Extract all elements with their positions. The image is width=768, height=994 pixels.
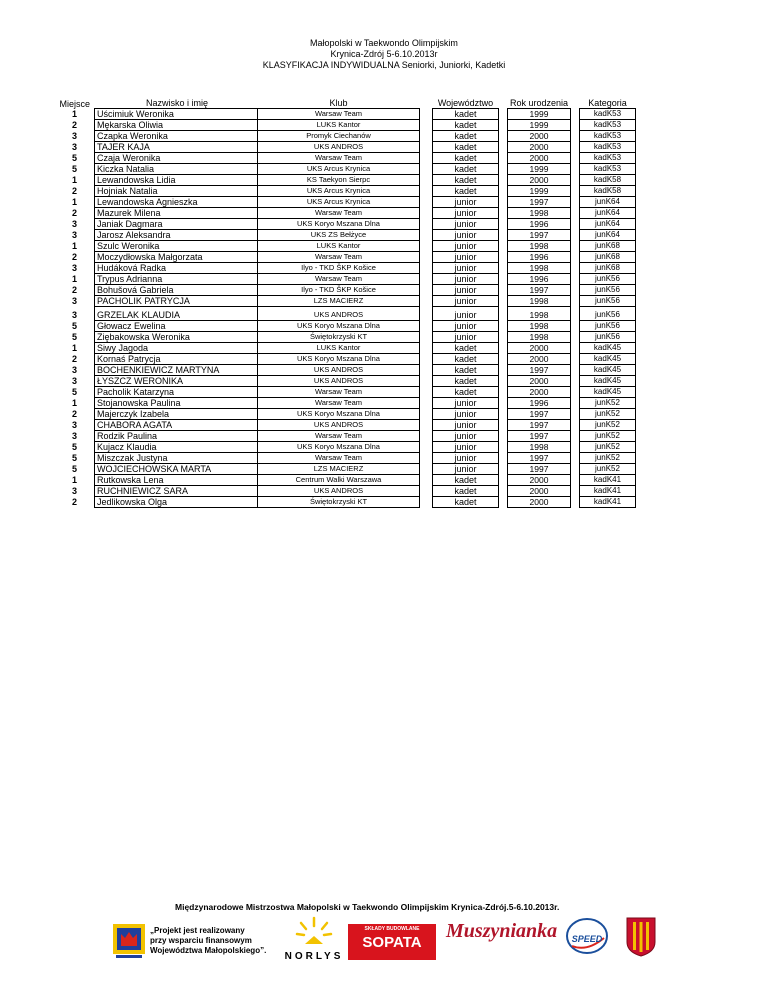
cell-place: 3 xyxy=(71,365,77,375)
cell-place: 2 xyxy=(71,285,77,295)
table-row xyxy=(55,296,636,307)
cell-name: Szulc Weronika xyxy=(95,241,258,252)
cell-woj: junior xyxy=(433,197,499,208)
cell-year: 1998 xyxy=(508,442,571,453)
cell-year: 2000 xyxy=(508,387,571,398)
cell-woj: kadet xyxy=(433,186,499,197)
cell-club: UKS ANDROS xyxy=(258,142,420,153)
cell-cat: junK52 xyxy=(580,409,636,420)
table-row xyxy=(55,197,636,208)
cell-year: 1999 xyxy=(508,186,571,197)
cell-club: Świętokrzyski KT xyxy=(258,332,420,343)
table-row xyxy=(55,208,636,219)
cell-place: 1 xyxy=(71,197,77,207)
results-table xyxy=(55,97,636,508)
cell-name: Ziębakowska Weronika xyxy=(95,332,258,343)
cell-club: UKS ANDROS xyxy=(258,420,420,431)
cell-cat: junK56 xyxy=(580,296,636,307)
cell-place: 3 xyxy=(71,219,77,229)
cell-place: 3 xyxy=(71,263,77,273)
cell-club: UKS ZS Bełżyce xyxy=(258,230,420,241)
cell-woj: kadet xyxy=(433,497,499,508)
cell-place: 1 xyxy=(71,343,77,353)
cell-year: 2000 xyxy=(508,131,571,142)
cell-place: 3 xyxy=(71,142,77,152)
header-club: Klub xyxy=(329,98,348,108)
table-row xyxy=(55,398,636,409)
norlys-star-icon xyxy=(283,914,345,950)
cell-cat: kadK53 xyxy=(580,142,636,153)
cell-place: 2 xyxy=(71,186,77,196)
cell-woj: junior xyxy=(433,296,499,307)
cell-cat: kadK45 xyxy=(580,376,636,387)
cell-cat: kadK45 xyxy=(580,343,636,354)
project-note: „Projekt jest realizowany przy wsparciu finansowym Województwa Małopolskiego”. xyxy=(150,926,267,955)
cell-name: Kujacz Klaudia xyxy=(95,442,258,453)
cell-woj: kadet xyxy=(433,354,499,365)
cell-woj: kadet xyxy=(433,153,499,164)
cell-woj: junior xyxy=(433,409,499,420)
table-row xyxy=(55,142,636,153)
cell-woj: junior xyxy=(433,263,499,274)
table-row xyxy=(55,343,636,354)
cell-woj: kadet xyxy=(433,376,499,387)
cell-woj: junior xyxy=(433,285,499,296)
cell-woj: junior xyxy=(433,230,499,241)
header-line-2: Krynica-Zdrój 5-6.10.2013r xyxy=(330,49,438,59)
cell-year: 1998 xyxy=(508,321,571,332)
cell-club: UKS ANDROS xyxy=(258,376,420,387)
cell-cat: junK56 xyxy=(580,321,636,332)
cell-name: Jarosz Aleksandra xyxy=(95,230,258,241)
cell-cat: junK68 xyxy=(580,252,636,263)
cell-club: UKS Koryo Mszana Dlna xyxy=(258,409,420,420)
cell-year: 1996 xyxy=(508,274,571,285)
table-row xyxy=(55,475,636,486)
cell-cat: kadK53 xyxy=(580,109,636,120)
table-row xyxy=(55,420,636,431)
cell-place: 2 xyxy=(71,409,77,419)
cell-club: Promyk Ciechanów xyxy=(258,131,420,142)
cell-club: Warsaw Team xyxy=(258,387,420,398)
cell-name: Moczydłowska Małgorzata xyxy=(95,252,258,263)
cell-woj: kadet xyxy=(433,109,499,120)
results-body xyxy=(55,109,636,508)
cell-cat: junK68 xyxy=(580,263,636,274)
cell-cat: junK56 xyxy=(580,307,636,321)
cell-year: 1999 xyxy=(508,164,571,175)
cell-place: 1 xyxy=(71,475,77,485)
cell-year: 2000 xyxy=(508,142,571,153)
cell-place: 5 xyxy=(71,453,77,463)
cell-cat: kadK41 xyxy=(580,475,636,486)
table-row xyxy=(55,285,636,296)
cell-name: Lewandowska Lidia xyxy=(95,175,258,186)
header-name: Nazwisko i imię xyxy=(145,98,208,108)
cell-place: 1 xyxy=(71,175,77,185)
cell-year: 1999 xyxy=(508,120,571,131)
cell-place: 3 xyxy=(71,420,77,430)
cell-woj: kadet xyxy=(433,131,499,142)
cell-place: 3 xyxy=(71,296,77,306)
document-header xyxy=(0,38,768,71)
cell-name: BOCHENKIEWICZ MARTYNA xyxy=(95,365,258,376)
cell-woj: kadet xyxy=(433,175,499,186)
cell-name: TAJER KAJA xyxy=(95,142,258,153)
cell-place: 1 xyxy=(71,274,77,284)
cell-club: Warsaw Team xyxy=(258,431,420,442)
cell-year: 2000 xyxy=(508,475,571,486)
cell-woj: kadet xyxy=(433,164,499,175)
cell-woj: kadet xyxy=(433,486,499,497)
cell-name: Hudáková Radka xyxy=(95,263,258,274)
cell-place: 5 xyxy=(71,387,77,397)
cell-year: 1999 xyxy=(508,109,571,120)
header-cat: Kategoria xyxy=(588,98,627,108)
cell-year: 1997 xyxy=(508,197,571,208)
cell-name: Pacholik Katarzyna xyxy=(95,387,258,398)
cell-year: 2000 xyxy=(508,153,571,164)
cell-club: UKS Koryo Mszana Dlna xyxy=(258,219,420,230)
cell-place: 2 xyxy=(71,354,77,364)
cell-place: 3 xyxy=(71,486,77,496)
cell-year: 1998 xyxy=(508,296,571,307)
cell-name: Majerczyk Izabela xyxy=(95,409,258,420)
cell-name: Trypus Adrianna xyxy=(95,274,258,285)
cell-cat: junK56 xyxy=(580,285,636,296)
table-row xyxy=(55,230,636,241)
cell-woj: junior xyxy=(433,442,499,453)
table-header-row xyxy=(55,97,636,109)
cell-club: LUKS Kantor xyxy=(258,343,420,354)
cell-name: RUCHNIEWICZ SARA xyxy=(95,486,258,497)
cell-name: Jedlikowska Olga xyxy=(95,497,258,508)
cell-club: Warsaw Team xyxy=(258,398,420,409)
cell-cat: kadK41 xyxy=(580,497,636,508)
cell-woj: junior xyxy=(433,398,499,409)
table-row xyxy=(55,252,636,263)
cell-place: 2 xyxy=(71,208,77,218)
cell-place: 5 xyxy=(71,153,77,163)
cell-name: Mazurek Milena xyxy=(95,208,258,219)
cell-woj: kadet xyxy=(433,387,499,398)
header-line-1: Małopolski w Taekwondo Olimpijskim xyxy=(310,38,458,48)
cell-year: 1997 xyxy=(508,365,571,376)
cell-cat: junK68 xyxy=(580,241,636,252)
cell-name: Czaja Weronika xyxy=(95,153,258,164)
table-row xyxy=(55,120,636,131)
cell-club: Warsaw Team xyxy=(258,153,420,164)
cell-cat: kadK53 xyxy=(580,153,636,164)
cell-year: 1996 xyxy=(508,219,571,230)
cell-place: 1 xyxy=(71,398,77,408)
cell-woj: junior xyxy=(433,321,499,332)
cell-woj: junior xyxy=(433,252,499,263)
table-row xyxy=(55,431,636,442)
table-row xyxy=(55,387,636,398)
cell-year: 1998 xyxy=(508,241,571,252)
cell-woj: kadet xyxy=(433,475,499,486)
coat-of-arms-icon xyxy=(625,916,657,958)
table-row xyxy=(55,175,636,186)
cell-place: 3 xyxy=(71,431,77,441)
cell-cat: kadK58 xyxy=(580,175,636,186)
cell-year: 1997 xyxy=(508,453,571,464)
cell-year: 1998 xyxy=(508,307,571,321)
cell-place: 3 xyxy=(71,230,77,240)
cell-name: Kornaś Patrycja xyxy=(95,354,258,365)
cell-name: CHABORA AGATA xyxy=(95,420,258,431)
cell-woj: junior xyxy=(433,453,499,464)
cell-place: 3 xyxy=(71,310,77,320)
table-row xyxy=(55,164,636,175)
cell-club: UKS ANDROS xyxy=(258,486,420,497)
footer-title: Międzynarodowe Mistrzostwa Małopolski w Taekwondo Olimpijskim Krynica-Zdrój.5-6.10.2013r. xyxy=(175,902,560,912)
cell-club: UKS Arcus Krynica xyxy=(258,164,420,175)
table-row xyxy=(55,376,636,387)
cell-year: 1996 xyxy=(508,398,571,409)
cell-name: Czapka Weronika xyxy=(95,131,258,142)
table-row xyxy=(55,241,636,252)
cell-year: 1997 xyxy=(508,409,571,420)
cell-cat: junK52 xyxy=(580,453,636,464)
muszynianka-logo: Muszynianka xyxy=(446,920,558,942)
table-row xyxy=(55,497,636,508)
cell-woj: kadet xyxy=(433,365,499,376)
cell-name: Kiczka Natalia xyxy=(95,164,258,175)
cell-year: 1997 xyxy=(508,230,571,241)
table-row xyxy=(55,464,636,475)
cell-club: Świętokrzyski KT xyxy=(258,497,420,508)
cell-cat: kadK53 xyxy=(580,131,636,142)
cell-cat: junK52 xyxy=(580,431,636,442)
cell-place: 3 xyxy=(71,131,77,141)
cell-name: PACHOLIK PATRYCJA xyxy=(95,296,258,307)
cell-club: UKS Arcus Krynica xyxy=(258,186,420,197)
cell-club: UKS Koryo Mszana Dlna xyxy=(258,442,420,453)
cell-year: 2000 xyxy=(508,376,571,387)
cell-club: UKS ANDROS xyxy=(258,307,420,321)
cell-cat: junK56 xyxy=(580,274,636,285)
cell-year: 1997 xyxy=(508,285,571,296)
header-year: Rok urodzenia xyxy=(509,98,569,108)
cell-year: 1996 xyxy=(508,252,571,263)
table-row xyxy=(55,354,636,365)
cell-cat: junK64 xyxy=(580,230,636,241)
cell-club: UKS Koryo Mszana Dlna xyxy=(258,321,420,332)
cell-woj: kadet xyxy=(433,343,499,354)
table-row xyxy=(55,409,636,420)
cell-name: Rutkowska Lena xyxy=(95,475,258,486)
cell-name: Bohušová Gabriela xyxy=(95,285,258,296)
table-row xyxy=(55,219,636,230)
cell-year: 2000 xyxy=(508,175,571,186)
cell-woj: kadet xyxy=(433,142,499,153)
cell-name: Uścimiuk Weronika xyxy=(95,109,258,120)
table-row xyxy=(55,274,636,285)
cell-year: 2000 xyxy=(508,343,571,354)
cell-woj: junior xyxy=(433,464,499,475)
cell-cat: kadK45 xyxy=(580,365,636,376)
cell-place: 5 xyxy=(71,442,77,452)
cell-place: 1 xyxy=(71,241,77,251)
cell-name: Stojanowska Paulina xyxy=(95,398,258,409)
cell-year: 1997 xyxy=(508,431,571,442)
cell-year: 1998 xyxy=(508,263,571,274)
cell-cat: kadK45 xyxy=(580,387,636,398)
cell-place: 1 xyxy=(71,109,77,119)
cell-woj: junior xyxy=(433,219,499,230)
cell-year: 2000 xyxy=(508,497,571,508)
cell-woj: junior xyxy=(433,332,499,343)
cell-year: 1998 xyxy=(508,332,571,343)
malopolska-logo xyxy=(112,920,146,960)
table-row xyxy=(55,307,636,321)
cell-cat: junK64 xyxy=(580,197,636,208)
cell-name: WOJCIECHOWSKA MARTA xyxy=(95,464,258,475)
header-place: Miejsce xyxy=(59,98,90,109)
cell-year: 2000 xyxy=(508,486,571,497)
cell-year: 2000 xyxy=(508,354,571,365)
table-row xyxy=(55,321,636,332)
cell-cat: junK64 xyxy=(580,219,636,230)
cell-place: 2 xyxy=(71,120,77,130)
sopata-logo: SKŁADY BUDOWLANE SOPATA xyxy=(348,924,436,960)
cell-cat: junK56 xyxy=(580,332,636,343)
cell-place: 2 xyxy=(71,252,77,262)
cell-woj: junior xyxy=(433,274,499,285)
cell-woj: kadet xyxy=(433,120,499,131)
cell-cat: junK64 xyxy=(580,208,636,219)
cell-club: Warsaw Team xyxy=(258,274,420,285)
table-row xyxy=(55,365,636,376)
table-row xyxy=(55,153,636,164)
cell-club: Warsaw Team xyxy=(258,208,420,219)
cell-club: LZS MACIERZ xyxy=(258,296,420,307)
cell-place: 5 xyxy=(71,332,77,342)
table-row xyxy=(55,263,636,274)
table-row xyxy=(55,109,636,120)
cell-cat: junK52 xyxy=(580,398,636,409)
cell-name: Janiak Dagmara xyxy=(95,219,258,230)
cell-name: Głowacz Ewelina xyxy=(95,321,258,332)
cell-club: Warsaw Team xyxy=(258,109,420,120)
cell-club: KS Taekyon Sierpc xyxy=(258,175,420,186)
cell-year: 1997 xyxy=(508,420,571,431)
cell-cat: junK52 xyxy=(580,442,636,453)
norlys-logo: NORLYS xyxy=(283,914,345,962)
cell-woj: junior xyxy=(433,431,499,442)
cell-cat: junK52 xyxy=(580,464,636,475)
cell-place: 5 xyxy=(71,164,77,174)
cell-name: Hojniak Natalia xyxy=(95,186,258,197)
cell-woj: junior xyxy=(433,307,499,321)
cell-cat: kadK58 xyxy=(580,186,636,197)
cell-cat: kadK41 xyxy=(580,486,636,497)
cell-name: GRZELAK KLAUDIA xyxy=(95,307,258,321)
cell-club: LZS MACIERZ xyxy=(258,464,420,475)
header-line-3: KLASYFIKACJA INDYWIDUALNA Seniorki, Juniorki, Kadetki xyxy=(262,60,506,70)
cell-club: Warsaw Team xyxy=(258,252,420,263)
cell-club: Ilyo - TKD ŠKP Košice xyxy=(258,285,420,296)
cell-cat: kadK53 xyxy=(580,120,636,131)
table-row xyxy=(55,186,636,197)
cell-place: 5 xyxy=(71,321,77,331)
cell-cat: kadK45 xyxy=(580,354,636,365)
cell-year: 1997 xyxy=(508,464,571,475)
cell-club: UKS Koryo Mszana Dlna xyxy=(258,354,420,365)
cell-cat: kadK53 xyxy=(580,164,636,175)
cell-place: 3 xyxy=(71,376,77,386)
table-row xyxy=(55,486,636,497)
header-woj: Województwo xyxy=(437,98,494,108)
cell-name: Rodzik Paulina xyxy=(95,431,258,442)
cell-name: Mękarska Oliwia xyxy=(95,120,258,131)
cell-club: LUKS Kantor xyxy=(258,120,420,131)
table-row xyxy=(55,332,636,343)
cell-place: 2 xyxy=(71,497,77,507)
cell-name: Siwy Jagoda xyxy=(95,343,258,354)
cell-club: Warsaw Team xyxy=(258,453,420,464)
cell-club: UKS Arcus Krynica xyxy=(258,197,420,208)
cell-woj: junior xyxy=(433,241,499,252)
speed-logo: SPEED xyxy=(562,916,612,958)
cell-place: 5 xyxy=(71,464,77,474)
cell-year: 1998 xyxy=(508,208,571,219)
cell-club: UKS ANDROS xyxy=(258,365,420,376)
cell-club: Ilyo - TKD ŠKP Košice xyxy=(258,263,420,274)
cell-club: LUKS Kantor xyxy=(258,241,420,252)
table-row xyxy=(55,131,636,142)
cell-club: Centrum Walki Warszawa xyxy=(258,475,420,486)
cell-cat: junK52 xyxy=(580,420,636,431)
cell-name: Miszczak Justyna xyxy=(95,453,258,464)
table-row xyxy=(55,442,636,453)
cell-name: ŁYSZCZ WERONIKA xyxy=(95,376,258,387)
cell-woj: junior xyxy=(433,208,499,219)
table-row xyxy=(55,453,636,464)
cell-woj: junior xyxy=(433,420,499,431)
cell-name: Lewandowska Agnieszka xyxy=(95,197,258,208)
